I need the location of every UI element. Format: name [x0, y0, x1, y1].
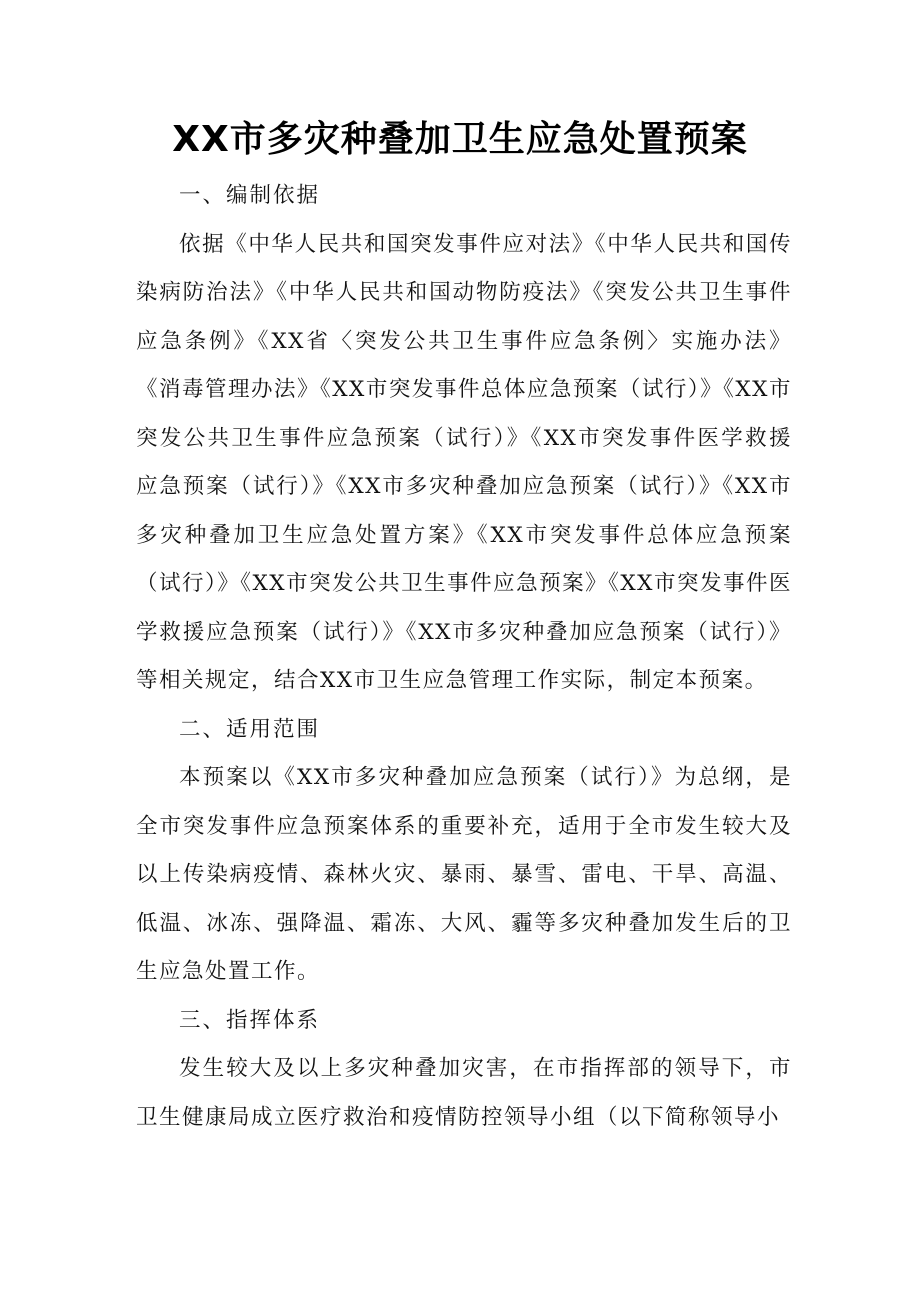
document-body — [136, 172, 792, 1142]
section-paragraph-basis: 依据《中华人民共和国突发事件应对法》《中华人民共和国传染病防治法》《中华人民共和国动物防疫法》《突发公共卫生事件应急条例》《XX省〈突发公共卫生事件应急条例〉实施办法》《消毒管理办法》《XX市突发事件总体应急预案（试行）》《XX市突发公共卫生事件应急预案（试行）》《XX市突发事件医学救援应急预案（试行）》《XX市多灾种叠加应急预案（试行）》《XX市多灾种叠加卫生应急处置方案》《XX市突发事件总体应急预案（试行）》《XX市突发公共卫生事件应急预案》《XX市突发事件医学救援应急预案（试行）》《XX市多灾种叠加应急预案（试行）》等相关规定，结合XX市卫生应急管理工作实际，制定本预案。 — [136, 231, 792, 693]
section-paragraph-command: 发生较大及以上多灾种叠加灾害，在市指挥部的领导下，市卫生健康局成立医疗救治和疫情防控领导小组（以下简称领导小 — [136, 1056, 792, 1130]
section-heading-scope: 二、适用范围 — [179, 716, 321, 742]
document-title: XX市多灾种叠加卫生应急处置预案 — [172, 119, 748, 160]
section-paragraph-scope: 本预案以《XX市多灾种叠加应急预案（试行）》为总纲，是全市突发事件应急预案体系的重要补充，适用于全市发生较大及以上传染病疫情、森林火灾、暴雨、暴雪、雷电、干旱、高温、低温、冰冻、强降温、霜冻、大风、霾等多灾种叠加发生后的卫生应急处置工作。 — [136, 765, 792, 984]
section-heading-basis: 一、编制依据 — [179, 183, 321, 208]
section-heading-command: 三、指挥体系 — [179, 1007, 321, 1033]
